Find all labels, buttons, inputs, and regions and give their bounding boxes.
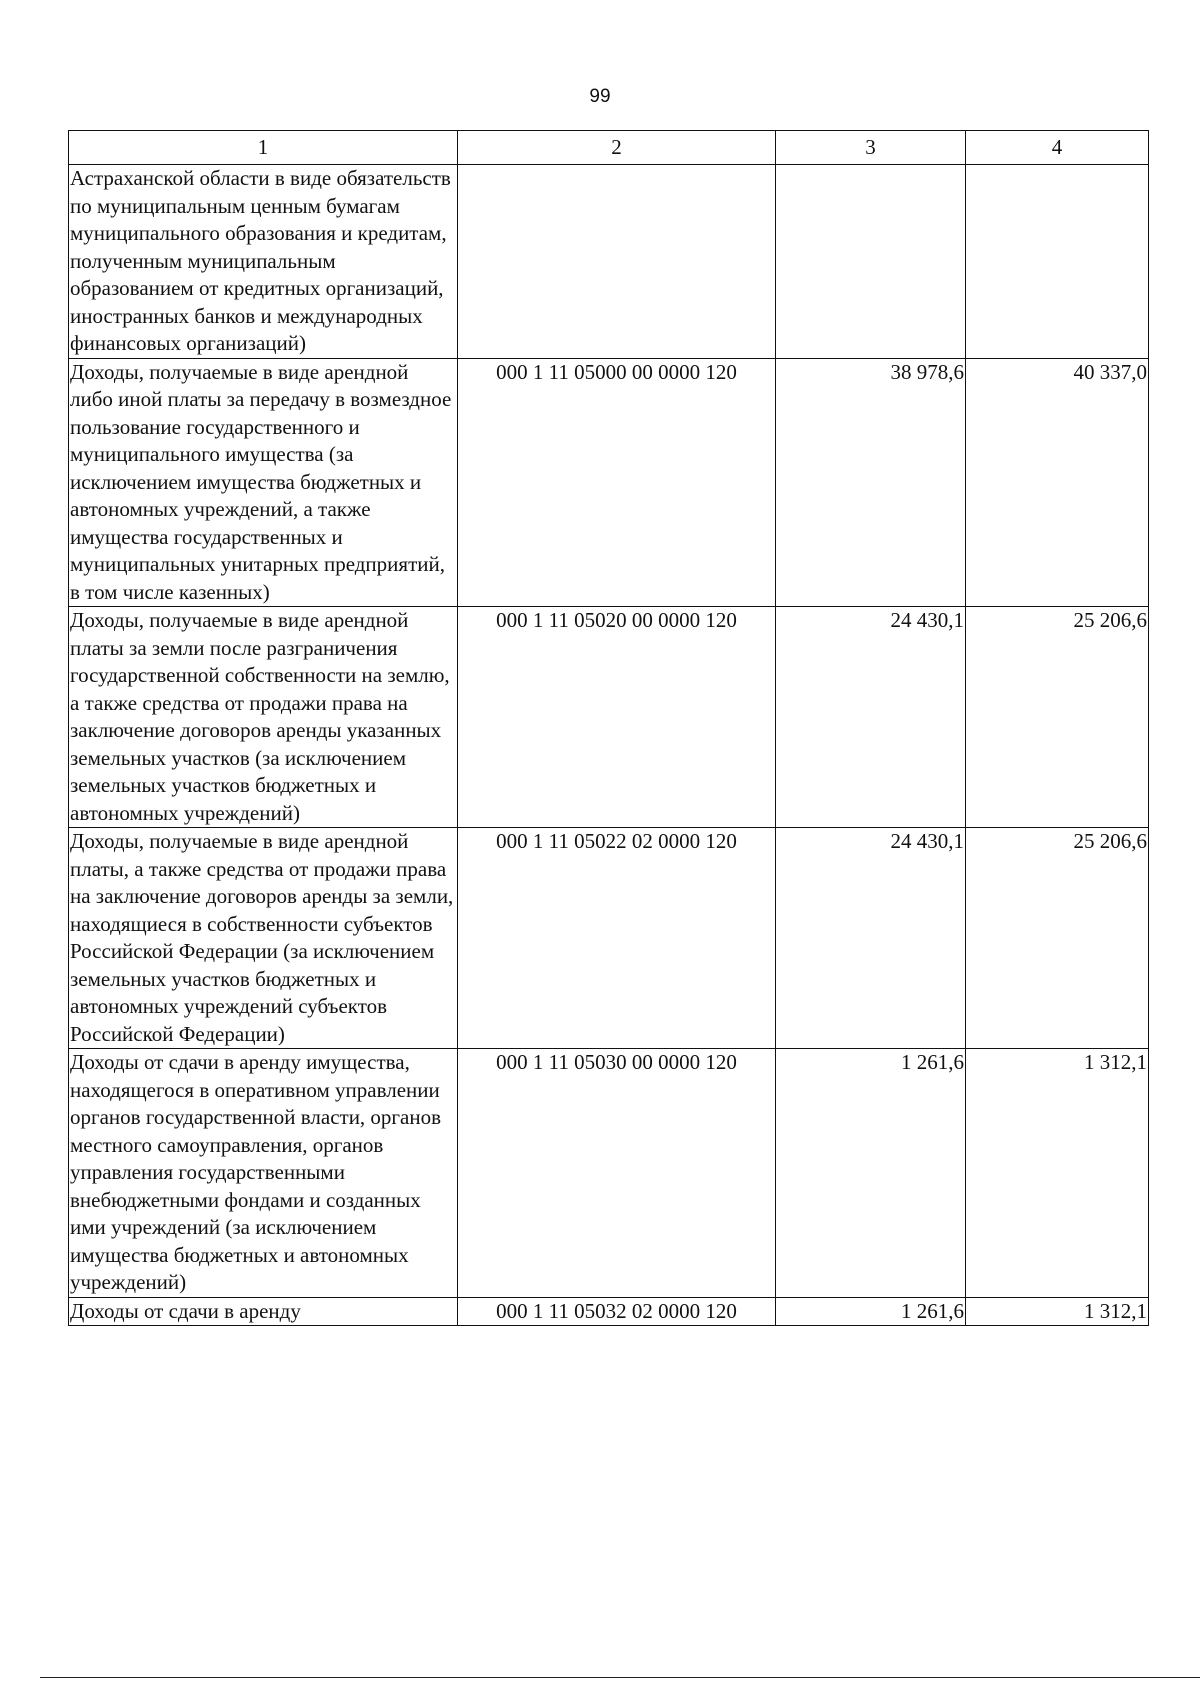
table-row	[69, 828, 1149, 1049]
row-value-col4: 40 337,0	[966, 358, 1149, 607]
row-value-col4: 25 206,6	[966, 607, 1149, 828]
column-header-4: 4	[966, 131, 1149, 165]
table-row	[69, 607, 1149, 828]
row-budget-code: 000 1 11 05030 00 0000 120	[458, 1049, 776, 1298]
table-row	[69, 165, 1149, 359]
row-value-col4: 1 312,1	[966, 1049, 1149, 1298]
page-bottom-divider	[40, 1677, 1200, 1678]
row-value-col3: 24 430,1	[776, 828, 966, 1049]
row-value-col3: 1 261,6	[776, 1297, 966, 1326]
row-value-col4: 1 312,1	[966, 1297, 1149, 1326]
column-header-1: 1	[69, 131, 458, 165]
row-value-col4	[966, 165, 1149, 359]
row-budget-code: 000 1 11 05020 00 0000 120	[458, 607, 776, 828]
column-header-2: 2	[458, 131, 776, 165]
row-value-col3: 24 430,1	[776, 607, 966, 828]
budget-revenue-table	[68, 130, 1149, 1326]
row-description: Доходы, получаемые в виде арендной либо иной платы за передачу в возмездное пользование государственного и муниципального имущества (за исключением имущества бюджетных и автономных учреждений, а также имущества государственных и муниципальных унитарных предприятий, в том числе казенных)	[69, 358, 458, 607]
row-value-col3: 38 978,6	[776, 358, 966, 607]
row-budget-code: 000 1 11 05000 00 0000 120	[458, 358, 776, 607]
row-budget-code	[458, 165, 776, 359]
row-value-col3	[776, 165, 966, 359]
row-budget-code: 000 1 11 05032 02 0000 120	[458, 1297, 776, 1326]
row-value-col4: 25 206,6	[966, 828, 1149, 1049]
row-value-col3: 1 261,6	[776, 1049, 966, 1298]
row-description: Доходы от сдачи в аренду имущества, находящегося в оперативном управлении органов государственной власти, органов местного самоуправления, органов управления государственными внебюджетными фондами и созданных ими учреждений (за исключением имущества бюджетных и автономных учреждений)	[69, 1049, 458, 1298]
row-budget-code: 000 1 11 05022 02 0000 120	[458, 828, 776, 1049]
row-description: Доходы, получаемые в виде арендной платы за земли после разграничения государственной собственности на землю, а также средства от продажи права на заключение договоров аренды указанных земельных участков (за исключением земельных участков бюджетных и автономных учреждений)	[69, 607, 458, 828]
table-row	[69, 1049, 1149, 1298]
row-description: Доходы от сдачи в аренду	[69, 1297, 458, 1326]
table-row	[69, 358, 1149, 607]
table-row	[69, 1297, 1149, 1326]
row-description: Доходы, получаемые в виде арендной платы, а также средства от продажи права на заключение договоров аренды за земли, находящиеся в собственности субъектов Российской Федерации (за исключением земельных участков бюджетных и автономных учреждений субъектов Российской Федерации)	[69, 828, 458, 1049]
page-number: 99	[589, 86, 611, 107]
table-header-row	[69, 131, 1149, 165]
row-description: Астраханской области в виде обязательств по муниципальным ценным бумагам муниципального образования и кредитам, полученным муниципальным образованием от кредитных организаций, иностранных банков и международных финансовых организаций)	[69, 165, 458, 359]
column-header-3: 3	[776, 131, 966, 165]
